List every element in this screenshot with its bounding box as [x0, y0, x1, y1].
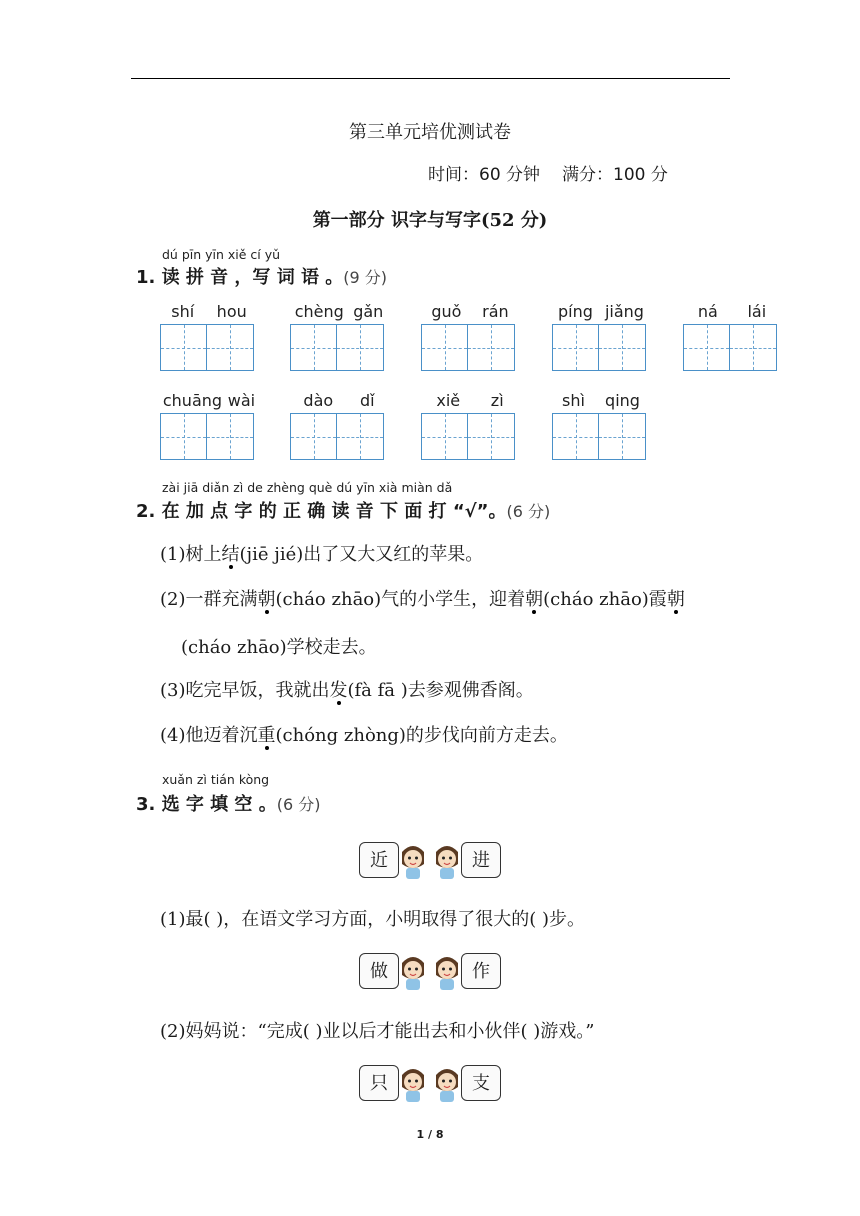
writing-cell[interactable]	[552, 324, 599, 371]
writing-cell[interactable]	[337, 324, 384, 371]
top-rule	[131, 78, 730, 79]
q2-label: 2. 在 加 点 字 的 正 确 读 音 下 面 打 “√”。	[136, 501, 507, 522]
pinyin-syllable: shì	[562, 391, 585, 410]
sentence-text: (2)一群充满	[160, 589, 258, 610]
writing-cell[interactable]	[552, 413, 599, 460]
pinyin-syllable: lái	[747, 302, 767, 321]
q3-score: (6 分)	[276, 795, 321, 814]
char-choice-pair	[359, 840, 501, 880]
sentence-text: (4)他迈着沉	[160, 725, 258, 746]
pinyin-syllable: gǎn	[353, 302, 384, 321]
word-group	[421, 302, 519, 371]
dotted-char: 发	[330, 676, 348, 702]
writing-cell[interactable]	[421, 413, 468, 460]
writing-cell[interactable]	[599, 324, 646, 371]
q1-pinyin: dú pīn yīn xiě cí yǔ	[162, 247, 281, 262]
writing-cell[interactable]	[730, 324, 777, 371]
writing-cell[interactable]	[337, 413, 384, 460]
char-option-right[interactable]: 支	[461, 1065, 501, 1101]
word-group	[160, 302, 258, 371]
pinyin-syllable: shí	[171, 302, 195, 321]
pinyin-syllable: hou	[216, 302, 247, 321]
pinyin-syllable: píng	[558, 302, 593, 321]
dotted-char: 重	[258, 721, 276, 747]
pinyin-syllable: dào	[303, 391, 334, 410]
cartoon-kid-icon	[431, 1063, 463, 1103]
writing-cell[interactable]	[599, 413, 646, 460]
sentence-text: (3)吃完早饭，我就出	[160, 680, 330, 701]
word-group	[160, 391, 258, 460]
cartoon-kid-icon	[397, 1063, 429, 1103]
word-group	[290, 302, 388, 371]
cartoon-kid-icon	[431, 840, 463, 880]
writing-cell[interactable]	[290, 324, 337, 371]
pinyin-syllable: qing	[605, 391, 640, 410]
char-choice-pair	[359, 951, 501, 991]
writing-cell[interactable]	[468, 413, 515, 460]
dotted-char: 朝	[258, 585, 276, 611]
char-choice-pair	[359, 1063, 501, 1103]
char-option-left[interactable]: 做	[359, 953, 399, 989]
pinyin-syllable: wài	[227, 391, 256, 410]
q2-heading	[136, 497, 550, 523]
pinyin-syllable: zì	[490, 391, 504, 410]
q1-heading	[136, 263, 387, 289]
pinyin-syllable: jiǎng	[604, 302, 644, 321]
q1-score: (9 分)	[343, 268, 387, 287]
pinyin-syllable: chèng	[294, 302, 344, 321]
q2-pinyin: zài jiā diǎn zì de zhèng què dú yīn xià miàn dǎ	[162, 480, 453, 495]
page-number: 1 / 8	[416, 1128, 444, 1141]
pinyin-syllable: guǒ	[431, 302, 462, 321]
sentence-text: (cháo zhāo)气的小学生，迎着	[275, 589, 526, 610]
sentence-text: (fà fā )去参观佛香阁。	[347, 680, 534, 701]
q2-sentence-2-cont: (cháo zhāo)学校走去。	[181, 637, 377, 658]
char-option-left[interactable]: 近	[359, 842, 399, 878]
q2-sentence-4	[160, 721, 568, 747]
q1-label: 1. 读 拼 音 ，写 词 语 。	[136, 267, 344, 288]
writing-cell[interactable]	[207, 413, 254, 460]
sentence-text: (cháo zhāo)霞	[543, 589, 667, 610]
q3-sentence-2: (2)妈妈说：“完成( )业以后才能出去和小伙伴( )游戏。”	[160, 1021, 595, 1042]
writing-cell[interactable]	[160, 413, 207, 460]
char-option-right[interactable]: 作	[461, 953, 501, 989]
word-group	[552, 302, 650, 371]
page-title: 第三单元培优测试卷	[349, 122, 511, 143]
dotted-char: 结	[222, 540, 240, 566]
q2-sentence-1	[160, 540, 483, 566]
dotted-char: 朝	[525, 585, 543, 611]
char-option-left[interactable]: 只	[359, 1065, 399, 1101]
pinyin-syllable: xiě	[436, 391, 461, 410]
q3-pinyin: xuǎn zì tián kòng	[162, 772, 270, 787]
word-group	[683, 302, 781, 371]
sentence-text: (chóng zhòng)的步伐向前方走去。	[275, 725, 568, 746]
writing-cell[interactable]	[160, 324, 207, 371]
pinyin-syllable: chuāng	[162, 391, 223, 410]
writing-cell[interactable]	[290, 413, 337, 460]
writing-cell[interactable]	[468, 324, 515, 371]
sentence-text: (1)树上	[160, 544, 222, 565]
q3-sentence-1: (1)最( )，在语文学习方面，小明取得了很大的( )步。	[160, 909, 586, 930]
cartoon-kid-icon	[431, 951, 463, 991]
pinyin-syllable: dǐ	[359, 391, 375, 410]
word-group	[552, 391, 650, 460]
pinyin-syllable: ná	[697, 302, 718, 321]
q3-heading	[136, 790, 320, 816]
word-group	[421, 391, 519, 460]
writing-cell[interactable]	[683, 324, 730, 371]
char-option-right[interactable]: 进	[461, 842, 501, 878]
dotted-char: 朝	[667, 585, 685, 611]
word-group	[290, 391, 388, 460]
q2-sentence-3	[160, 676, 534, 702]
q2-score: (6 分)	[506, 502, 551, 521]
writing-cell[interactable]	[207, 324, 254, 371]
exam-full-score: 满分：100 分	[562, 165, 668, 185]
writing-cell[interactable]	[421, 324, 468, 371]
cartoon-kid-icon	[397, 951, 429, 991]
exam-time: 时间：60 分钟	[428, 165, 541, 185]
q2-sentence-2	[160, 585, 685, 611]
cartoon-kid-icon	[397, 840, 429, 880]
q3-label: 3. 选 字 填 空 。	[136, 794, 277, 815]
part-heading: 第一部分 识字与写字(52 分)	[312, 210, 548, 231]
exam-meta	[428, 160, 690, 185]
pinyin-syllable: rán	[482, 302, 509, 321]
sentence-text: (jiē jié)出了又大又红的苹果。	[239, 544, 484, 565]
